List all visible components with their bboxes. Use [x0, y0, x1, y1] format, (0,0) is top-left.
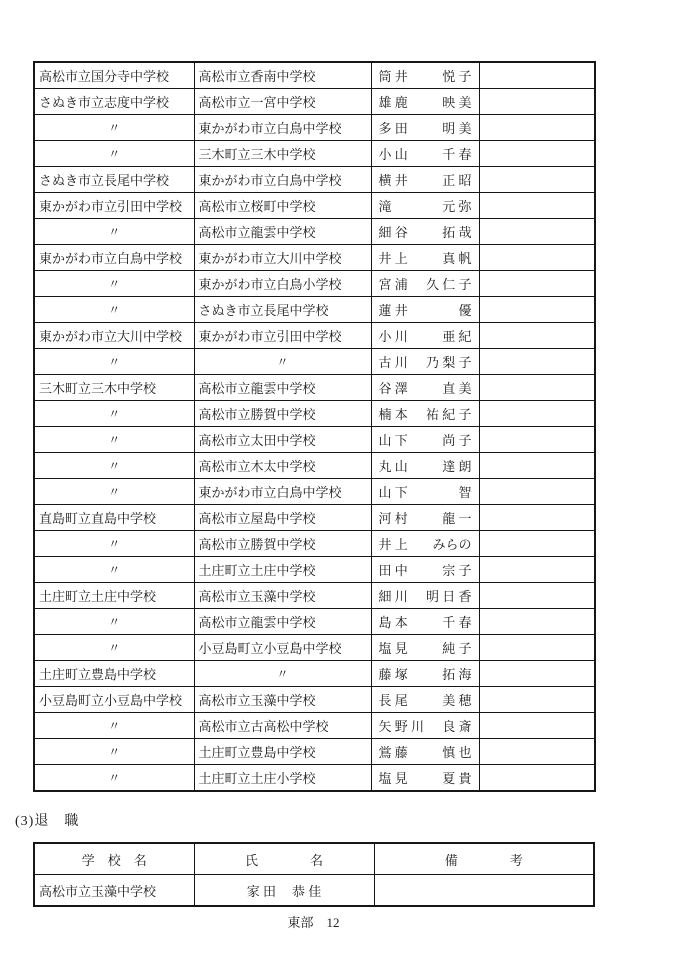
surname: 細 川	[378, 589, 408, 604]
from-school-cell: 〃	[34, 271, 194, 297]
remarks-cell	[479, 89, 595, 115]
given-name: 悦 子	[442, 69, 472, 84]
given-name: 龍 一	[442, 511, 472, 526]
person-name-cell	[371, 739, 479, 765]
person-name	[195, 875, 374, 905]
transfer-row	[34, 271, 595, 297]
given-name: 宗 子	[442, 563, 472, 578]
remarks-cell	[479, 661, 595, 687]
given-name: 元 弥	[442, 199, 472, 214]
person-name-cell	[194, 875, 374, 907]
given-name: 千 春	[442, 615, 472, 630]
person-name	[372, 141, 479, 166]
to-school-cell: 東かがわ市立引田中学校	[194, 323, 371, 349]
surname: 藤 塚	[378, 667, 408, 682]
to-school-cell: 三木町立三木中学校	[194, 141, 371, 167]
surname: 長 尾	[378, 693, 408, 708]
remarks-cell	[479, 583, 595, 609]
surname: 塩 見	[378, 641, 408, 656]
surname: 河 村	[378, 511, 408, 526]
from-school-cell: 直島町立直島中学校	[34, 505, 194, 531]
from-school-cell: 〃	[34, 349, 194, 375]
person-name-cell	[371, 453, 479, 479]
remarks-cell	[479, 297, 595, 323]
person-name-cell	[371, 167, 479, 193]
to-school-cell: 東かがわ市立白鳥中学校	[194, 479, 371, 505]
to-school-cell: 東かがわ市立白鳥小学校	[194, 271, 371, 297]
to-school-cell: 高松市立木太中学校	[194, 453, 371, 479]
transfer-row	[34, 661, 595, 687]
from-school-cell: さぬき市立長尾中学校	[34, 167, 194, 193]
surname: 細 谷	[378, 225, 408, 240]
given-name: 乃 梨 子	[425, 355, 472, 370]
transfer-row	[34, 245, 595, 271]
given-name: 祐 紀 子	[425, 407, 472, 422]
to-school-cell: 高松市立香南中学校	[194, 62, 371, 89]
surname: 谷 澤	[378, 381, 408, 396]
from-school-cell: 〃	[34, 115, 194, 141]
from-school-cell: 〃	[34, 479, 194, 505]
surname: 山 下	[378, 433, 408, 448]
transfer-row	[34, 323, 595, 349]
surname: 蓮 井	[378, 303, 408, 318]
from-school-cell: 三木町立三木中学校	[34, 375, 194, 401]
given-name: 明 美	[442, 121, 472, 136]
to-school-cell: 高松市立龍雲中学校	[194, 219, 371, 245]
given-name: 良 斎	[442, 719, 472, 734]
person-name	[372, 739, 479, 764]
transfer-row	[34, 765, 595, 792]
person-name	[372, 557, 479, 582]
surname: 井 上	[378, 537, 408, 552]
to-school-cell: 高松市立勝賀中学校	[194, 531, 371, 557]
given-name: 正 昭	[442, 173, 472, 188]
person-name	[372, 479, 479, 504]
remarks-cell	[479, 739, 595, 765]
given-name: 美 穂	[442, 693, 472, 708]
from-school-cell: 高松市立国分寺中学校	[34, 62, 194, 89]
person-name-cell	[371, 635, 479, 661]
transfer-row	[34, 167, 595, 193]
transfer-row	[34, 297, 595, 323]
transfer-row	[34, 531, 595, 557]
page-footer: 東部 12	[287, 915, 340, 930]
surname: 矢 野 川	[378, 719, 425, 734]
transfer-row	[34, 115, 595, 141]
person-name-cell	[371, 765, 479, 792]
remarks-cell	[479, 349, 595, 375]
remarks-cell	[479, 531, 595, 557]
person-name	[372, 635, 479, 660]
surname: 筒 井	[378, 69, 408, 84]
to-school-cell: 東かがわ市立大川中学校	[194, 245, 371, 271]
person-name-cell	[371, 583, 479, 609]
to-school-cell: 高松市立玉藻中学校	[194, 687, 371, 713]
transfer-row	[34, 62, 595, 89]
given-name: 達 朗	[442, 459, 472, 474]
person-name-cell	[371, 661, 479, 687]
remarks-cell	[479, 765, 595, 792]
remarks-cell	[479, 167, 595, 193]
person-name-cell	[371, 375, 479, 401]
person-name-cell	[371, 505, 479, 531]
remarks-cell	[479, 219, 595, 245]
person-name-cell	[371, 89, 479, 115]
given-name: 映 美	[442, 95, 472, 110]
remarks-cell	[479, 62, 595, 89]
given-name: 尚 子	[442, 433, 472, 448]
remarks-cell	[479, 401, 595, 427]
surname: 古 川	[378, 355, 408, 370]
retirement-header-row	[34, 843, 594, 875]
remarks-cell	[479, 505, 595, 531]
person-name-cell	[371, 427, 479, 453]
surname: 田 中	[378, 563, 408, 578]
given-name: 恭 佳	[292, 883, 322, 899]
person-name	[372, 713, 479, 738]
person-name-cell	[371, 401, 479, 427]
surname: 宮 浦	[378, 277, 408, 292]
transfer-row	[34, 401, 595, 427]
from-school-cell: 土庄町立土庄中学校	[34, 583, 194, 609]
person-name-cell	[371, 323, 479, 349]
retirement-table-body	[34, 875, 594, 907]
from-school-cell: 〃	[34, 531, 194, 557]
from-school-cell: 〃	[34, 635, 194, 661]
surname: 滝	[378, 199, 392, 214]
person-name	[372, 505, 479, 530]
person-name	[372, 219, 479, 244]
remarks-cell	[479, 141, 595, 167]
person-name	[372, 531, 479, 556]
surname: 丸 山	[378, 459, 408, 474]
from-school-cell: 〃	[34, 739, 194, 765]
from-school-cell: さぬき市立志度中学校	[34, 89, 194, 115]
retirement-row	[34, 875, 594, 907]
transfer-row	[34, 739, 595, 765]
surname: 楠 本	[378, 407, 408, 422]
person-name-cell	[371, 687, 479, 713]
transfer-row	[34, 141, 595, 167]
given-name: 拓 哉	[442, 225, 472, 240]
person-name-cell	[371, 297, 479, 323]
remarks-cell	[479, 453, 595, 479]
person-name-cell	[371, 531, 479, 557]
given-name: 千 春	[442, 147, 472, 162]
to-school-cell: 高松市立龍雲中学校	[194, 609, 371, 635]
to-school-cell: 高松市立古高松中学校	[194, 713, 371, 739]
remarks-cell	[374, 875, 594, 907]
column-header-remarks: 備 考	[374, 843, 594, 875]
person-name	[372, 687, 479, 712]
person-name-cell	[371, 557, 479, 583]
person-name	[372, 453, 479, 478]
person-name	[372, 115, 479, 140]
person-name-cell	[371, 609, 479, 635]
transfer-row	[34, 193, 595, 219]
transfer-row	[34, 349, 595, 375]
person-name	[372, 609, 479, 634]
person-name-cell	[371, 349, 479, 375]
transfer-row	[34, 479, 595, 505]
given-name: 純 子	[442, 641, 472, 656]
person-name	[372, 427, 479, 452]
from-school-cell: 土庄町立豊島中学校	[34, 661, 194, 687]
given-name: 夏 貴	[442, 771, 472, 786]
from-school-cell: 〃	[34, 219, 194, 245]
person-name-cell	[371, 115, 479, 141]
remarks-cell	[479, 245, 595, 271]
person-name-cell	[371, 245, 479, 271]
given-name: 亜 紀	[442, 329, 472, 344]
person-name	[372, 89, 479, 114]
column-header-person-name: 氏 名	[194, 843, 374, 875]
given-name: 真 帆	[442, 251, 472, 266]
remarks-cell	[479, 427, 595, 453]
person-name	[372, 63, 479, 88]
to-school-cell: 高松市立龍雲中学校	[194, 375, 371, 401]
surname: 多 田	[378, 121, 408, 136]
given-name: 拓 海	[442, 667, 472, 682]
surname: 塩 見	[378, 771, 408, 786]
person-name-cell	[371, 219, 479, 245]
given-name: みらの	[432, 537, 472, 552]
person-name	[372, 765, 479, 790]
from-school-cell: 〃	[34, 609, 194, 635]
to-school-cell: 〃	[194, 349, 371, 375]
school-name-cell: 高松市立玉藻中学校	[34, 875, 194, 907]
person-name	[372, 245, 479, 270]
transfer-table	[33, 61, 596, 792]
person-name	[372, 323, 479, 348]
from-school-cell: 〃	[34, 401, 194, 427]
remarks-cell	[479, 193, 595, 219]
given-name: 明 日 香	[425, 589, 472, 604]
transfer-row	[34, 609, 595, 635]
remarks-cell	[479, 323, 595, 349]
from-school-cell: 〃	[34, 141, 194, 167]
retirement-table	[33, 842, 595, 907]
person-name-cell	[371, 193, 479, 219]
surname: 小 山	[378, 147, 408, 162]
to-school-cell: 東かがわ市立白鳥中学校	[194, 167, 371, 193]
remarks-cell	[479, 687, 595, 713]
person-name	[372, 661, 479, 686]
surname: 井 上	[378, 251, 408, 266]
transfer-row	[34, 453, 595, 479]
to-school-cell: 高松市立太田中学校	[194, 427, 371, 453]
to-school-cell: さぬき市立長尾中学校	[194, 297, 371, 323]
person-name	[372, 193, 479, 218]
remarks-cell	[479, 271, 595, 297]
given-name: 直 美	[442, 381, 472, 396]
person-name-cell	[371, 62, 479, 89]
from-school-cell: 〃	[34, 427, 194, 453]
section-title-retirement: (3)退 職	[15, 814, 80, 829]
to-school-cell: 小豆島町立小豆島中学校	[194, 635, 371, 661]
person-name	[372, 349, 479, 374]
person-name-cell	[371, 141, 479, 167]
transfer-row	[34, 713, 595, 739]
given-name: 慎 也	[442, 745, 472, 760]
person-name	[372, 583, 479, 608]
to-school-cell: 高松市立桜町中学校	[194, 193, 371, 219]
given-name: 智	[458, 485, 472, 500]
given-name: 久 仁 子	[425, 277, 472, 292]
transfer-row	[34, 89, 595, 115]
person-name-cell	[371, 713, 479, 739]
transfer-table-body	[34, 62, 595, 791]
surname: 雄 鹿	[378, 95, 408, 110]
transfer-row	[34, 505, 595, 531]
from-school-cell: 小豆島町立小豆島中学校	[34, 687, 194, 713]
from-school-cell: 〃	[34, 765, 194, 792]
to-school-cell: 土庄町立土庄小学校	[194, 765, 371, 792]
column-header-school-name: 学 校 名	[34, 843, 194, 875]
remarks-cell	[479, 557, 595, 583]
to-school-cell: 土庄町立土庄中学校	[194, 557, 371, 583]
from-school-cell: 〃	[34, 297, 194, 323]
transfer-row	[34, 583, 595, 609]
person-name	[372, 401, 479, 426]
from-school-cell: 〃	[34, 713, 194, 739]
to-school-cell: 東かがわ市立白鳥中学校	[194, 115, 371, 141]
transfer-row	[34, 219, 595, 245]
from-school-cell: 東かがわ市立白鳥中学校	[34, 245, 194, 271]
to-school-cell: 高松市立屋島中学校	[194, 505, 371, 531]
surname: 横 井	[378, 173, 408, 188]
from-school-cell: 東かがわ市立引田中学校	[34, 193, 194, 219]
remarks-cell	[479, 115, 595, 141]
from-school-cell: 〃	[34, 557, 194, 583]
surname: 家 田	[246, 883, 276, 899]
person-name-cell	[371, 271, 479, 297]
remarks-cell	[479, 375, 595, 401]
person-name	[372, 167, 479, 192]
person-name	[372, 297, 479, 322]
remarks-cell	[479, 713, 595, 739]
transfer-row	[34, 427, 595, 453]
transfer-row	[34, 557, 595, 583]
from-school-cell: 〃	[34, 453, 194, 479]
remarks-cell	[479, 479, 595, 505]
transfer-row	[34, 687, 595, 713]
remarks-cell	[479, 635, 595, 661]
person-name-cell	[371, 479, 479, 505]
to-school-cell: 高松市立一宮中学校	[194, 89, 371, 115]
to-school-cell: 土庄町立豊島中学校	[194, 739, 371, 765]
remarks-cell	[479, 609, 595, 635]
to-school-cell: 〃	[194, 661, 371, 687]
to-school-cell: 高松市立玉藻中学校	[194, 583, 371, 609]
to-school-cell: 高松市立勝賀中学校	[194, 401, 371, 427]
surname: 島 本	[378, 615, 408, 630]
transfer-row	[34, 635, 595, 661]
person-name	[372, 271, 479, 296]
surname: 小 川	[378, 329, 408, 344]
from-school-cell: 東かがわ市立大川中学校	[34, 323, 194, 349]
given-name: 優	[458, 303, 472, 318]
person-name	[372, 375, 479, 400]
surname: 鴬 藤	[378, 745, 408, 760]
transfer-row	[34, 375, 595, 401]
surname: 山 下	[378, 485, 408, 500]
